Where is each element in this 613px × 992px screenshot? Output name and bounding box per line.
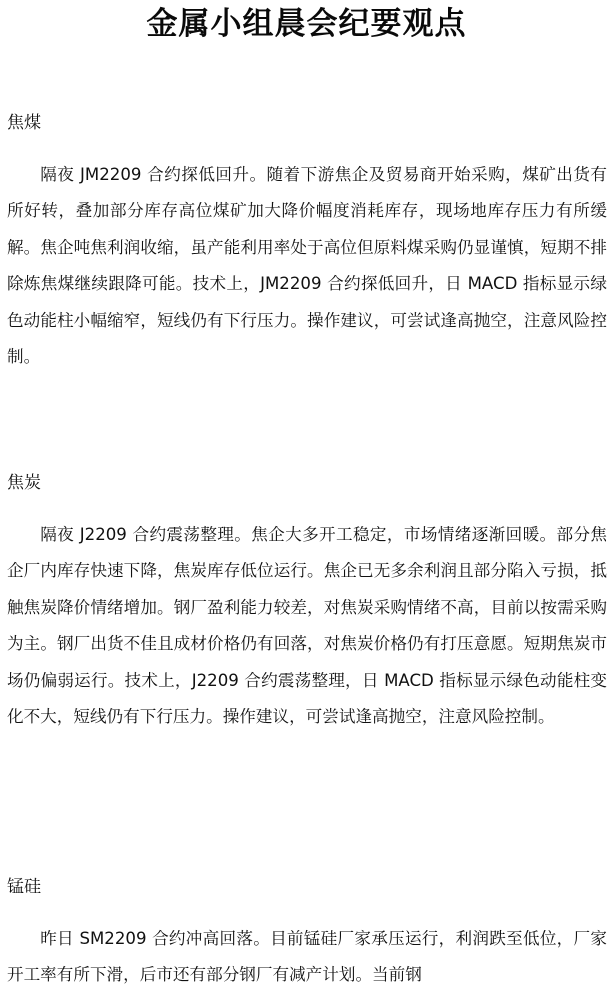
section-silicomanganese bbox=[7, 875, 607, 992]
section-heading: 焦炭 bbox=[7, 473, 41, 493]
section-heading: 焦煤 bbox=[7, 113, 41, 133]
document-title: 金属小组晨会纪要观点 bbox=[146, 6, 467, 42]
section-coking-coal bbox=[7, 111, 607, 375]
section-heading: 锰硅 bbox=[7, 877, 41, 897]
section-paragraph: 昨日 SM2209 合约冲高回落。目前锰硅厂家承压运行，利润跌至低位，厂家开工率有所下滑，后市还有部分钢厂有减产计划。当前钢 bbox=[7, 929, 607, 985]
section-coke bbox=[7, 471, 607, 735]
section-paragraph: 隔夜 J2209 合约震荡整理。焦企大多开工稳定，市场情绪逐渐回暖。部分焦企厂内库存快速下降，焦炭库存低位运行。焦企已无多余利润且部分陷入亏损，抵触焦炭降价情绪增加。钢厂盈利能力较差，对焦炭采购情绪不高，目前以按需采购为主。钢厂出货不佳且成材价格仍有回落，对焦炭价格仍有打压意愿。短期焦炭市场仍偏弱运行。技术上，J2209 合约震荡整理，日 MACD 指标显示绿色动能柱变化不大，短线仍有下行压力。操作建议，可尝试逢高抛空，注意风险控制。 bbox=[7, 525, 607, 727]
section-paragraph: 隔夜 JM2209 合约探低回升。随着下游焦企及贸易商开始采购，煤矿出货有所好转，叠加部分库存高位煤矿加大降价幅度消耗库存，现场地库存压力有所缓解。焦企吨焦利润收缩，虽产能利用率处于高位但原料煤采购仍显谨慎，短期不排除炼焦煤继续跟降可能。技术上，JM2209 合约探低回升，日 MACD 指标显示绿色动能柱小幅缩窄，短线仍有下行压力。操作建议，可尝试逢高抛空，注意风险控制。 bbox=[7, 165, 607, 367]
